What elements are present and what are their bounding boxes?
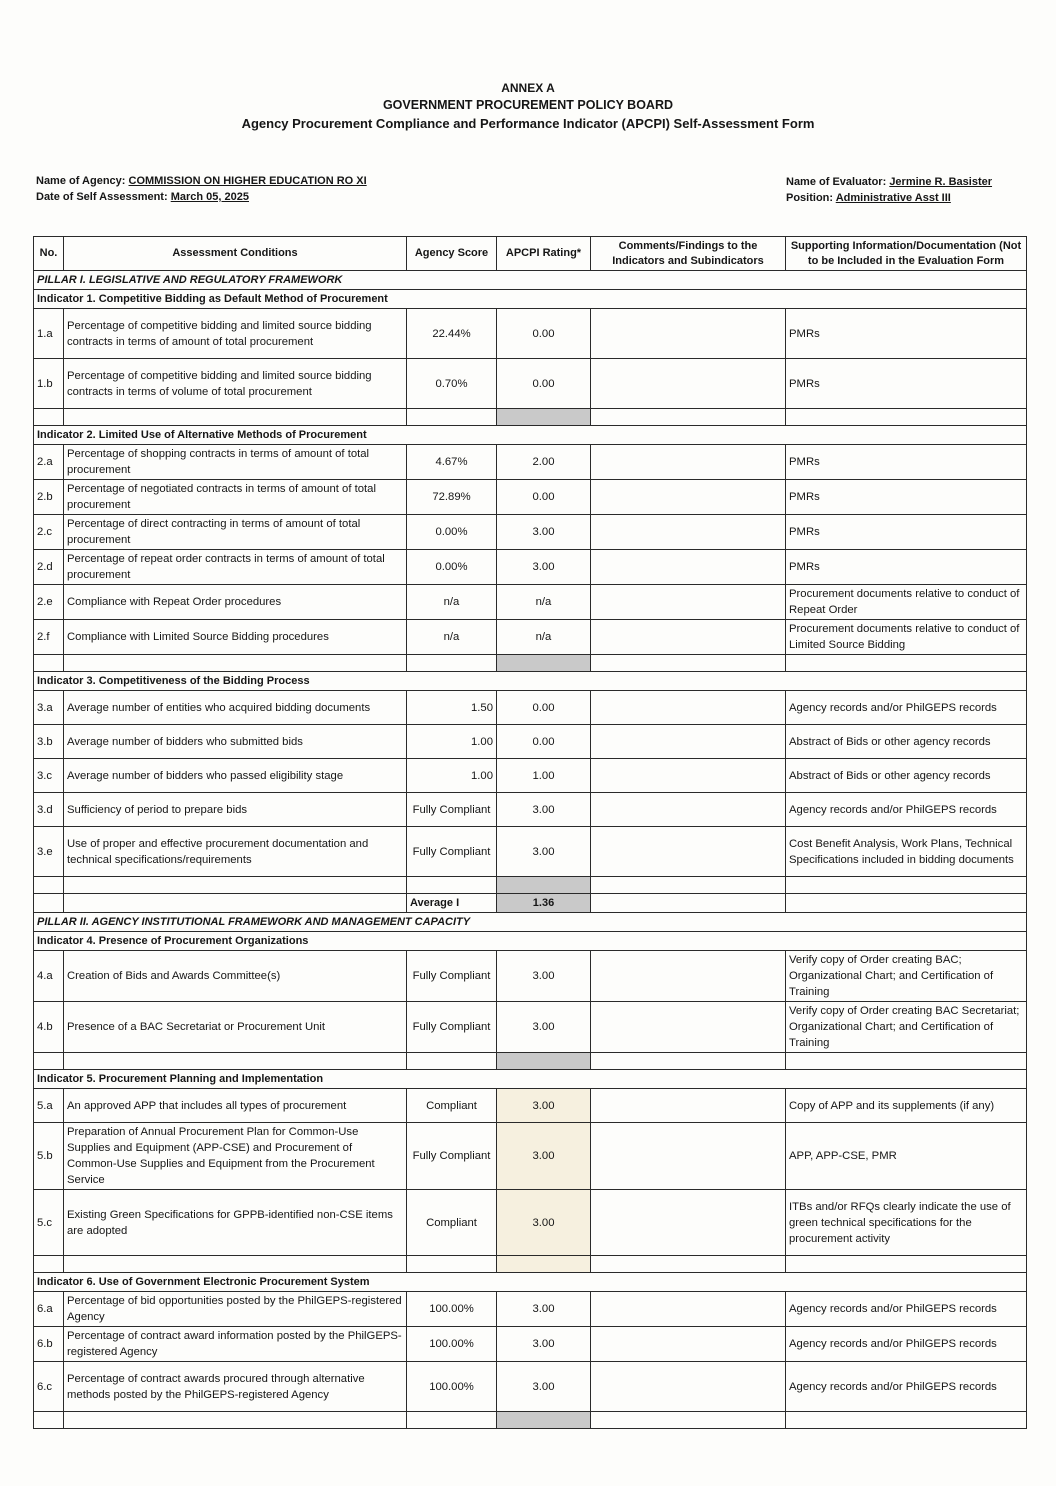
evaluator-info [786,174,992,206]
support-doc: Verify copy of Order creating BAC Secretariat; Organizational Chart; and Certification of Training [786,1002,1027,1053]
apcpi-rating: 3.00 [497,515,591,550]
assessment-table [33,236,1027,1429]
subtotal-row [34,655,1027,672]
support-doc: ITBs and/or RFQs clearly indicate the use of green technical specifications for the procurement activity [786,1190,1027,1256]
indicator-row [34,1070,1027,1089]
support-doc: PMRs [786,480,1027,515]
agency-info [36,173,367,205]
apcpi-rating: 3.00 [497,1327,591,1362]
table-row [34,620,1027,655]
row-no: 5.c [34,1190,64,1256]
comments-cell [591,445,786,480]
row-no: 2.d [34,550,64,585]
row-condition: An approved APP that includes all types of procurement [64,1089,407,1123]
comments-cell [591,1292,786,1327]
comments-cell [591,725,786,759]
row-no: 3.e [34,827,64,877]
support-doc: PMRs [786,515,1027,550]
col-no: No. [34,237,64,271]
comments-cell [591,515,786,550]
support-doc: Agency records and/or PhilGEPS records [786,1327,1027,1362]
agency-score: Fully Compliant [407,951,497,1002]
agency-score: 1.50 [407,691,497,725]
table-row [34,793,1027,827]
row-no: 3.c [34,759,64,793]
comments-cell [591,759,786,793]
table-row [34,1123,1027,1190]
row-no: 4.b [34,1002,64,1053]
table-row [34,359,1027,409]
subtotal-rating-cell [497,1412,591,1429]
row-condition: Presence of a BAC Secretariat or Procurement Unit [64,1002,407,1053]
subtotal-row [34,877,1027,894]
evaluator-position: Administrative Asst III [835,192,951,204]
indicator-row [34,290,1027,309]
annex-label: ANNEX A [501,81,555,95]
apcpi-rating: 3.00 [497,827,591,877]
row-no: 2.b [34,480,64,515]
date-label: Date of Self Assessment: [36,191,168,203]
row-condition: Percentage of competitive bidding and limited source bidding contracts in terms of volume of total procurement [64,359,407,409]
col-score: Agency Score [407,237,497,271]
support-doc: Abstract of Bids or other agency records [786,759,1027,793]
apcpi-rating: n/a [497,620,591,655]
apcpi-rating: 1.00 [497,759,591,793]
table-row [34,1292,1027,1327]
indicator-row [34,1273,1027,1292]
row-no: 2.e [34,585,64,620]
apcpi-rating: 3.00 [497,1190,591,1256]
row-no: 6.a [34,1292,64,1327]
row-condition: Compliance with Repeat Order procedures [64,585,407,620]
apcpi-rating: 3.00 [497,793,591,827]
apcpi-rating: 0.00 [497,309,591,359]
table-row [34,951,1027,1002]
pillar-row [34,271,1027,290]
table-row [34,445,1027,480]
row-no: 2.f [34,620,64,655]
average-value: 1.36 [497,894,591,913]
comments-cell [591,691,786,725]
subtotal-rating-cell [497,877,591,894]
table-row [34,691,1027,725]
apcpi-rating: 0.00 [497,359,591,409]
evaluator-label: Name of Evaluator: [786,176,887,188]
support-doc: PMRs [786,550,1027,585]
row-no: 5.b [34,1123,64,1190]
row-no: 1.a [34,309,64,359]
agency-score: Fully Compliant [407,1123,497,1190]
support-doc: PMRs [786,359,1027,409]
agency-score: Compliant [407,1089,497,1123]
row-condition: Percentage of bid opportunities posted by the PhilGEPS-registered Agency [64,1292,407,1327]
row-condition: Compliance with Limited Source Bidding procedures [64,620,407,655]
agency-label: Name of Agency: [36,175,126,187]
table-row [34,1002,1027,1053]
form-title: Agency Procurement Compliance and Performance Indicator (APCPI) Self-Assessment Form [241,116,815,131]
support-doc: Verify copy of Order creating BAC; Organizational Chart; and Certification of Training [786,951,1027,1002]
form-header [0,80,1056,134]
agency-score: Compliant [407,1190,497,1256]
comments-cell [591,585,786,620]
row-no: 6.b [34,1327,64,1362]
row-no: 2.c [34,515,64,550]
support-doc: Agency records and/or PhilGEPS records [786,793,1027,827]
indicator-title: Indicator 1. Competitive Bidding as Default Method of Procurement [34,290,1027,309]
row-no: 5.a [34,1089,64,1123]
agency-score: n/a [407,585,497,620]
apcpi-rating: 3.00 [497,1362,591,1412]
apcpi-rating: 3.00 [497,1123,591,1190]
table-header-row [34,237,1027,271]
row-condition: Preparation of Annual Procurement Plan for Common-Use Supplies and Equipment (APP-CSE) and Procurement of Common-Use Supplies and Equipment from the Procurement Service [64,1123,407,1190]
row-condition: Creation of Bids and Awards Committee(s) [64,951,407,1002]
col-rating: APCPI Rating* [497,237,591,271]
table-row [34,585,1027,620]
comments-cell [591,309,786,359]
agency-score: 100.00% [407,1327,497,1362]
agency-score: 4.67% [407,445,497,480]
support-doc: PMRs [786,309,1027,359]
row-condition: Percentage of contract award information posted by the PhilGEPS-registered Agency [64,1327,407,1362]
row-condition: Sufficiency of period to prepare bids [64,793,407,827]
agency-name: COMMISSION ON HIGHER EDUCATION RO XI [128,175,367,187]
row-condition: Existing Green Specifications for GPPB-identified non-CSE items are adopted [64,1190,407,1256]
apcpi-rating: 3.00 [497,951,591,1002]
agency-score: 0.70% [407,359,497,409]
col-conditions: Assessment Conditions [64,237,407,271]
support-doc: PMRs [786,445,1027,480]
comments-cell [591,550,786,585]
row-no: 3.a [34,691,64,725]
indicator-title: Indicator 6. Use of Government Electronic Procurement System [34,1273,1027,1292]
comments-cell [591,1362,786,1412]
row-no: 4.a [34,951,64,1002]
support-doc: Agency records and/or PhilGEPS records [786,1292,1027,1327]
agency-score: 72.89% [407,480,497,515]
support-doc: Agency records and/or PhilGEPS records [786,691,1027,725]
evaluator-name: Jermine R. Basister [889,176,993,188]
row-no: 6.c [34,1362,64,1412]
comments-cell [591,1002,786,1053]
row-condition: Average number of bidders who passed eligibility stage [64,759,407,793]
pillar-row [34,913,1027,932]
assessment-date: March 05, 2025 [170,191,249,203]
agency-score: 1.00 [407,759,497,793]
indicator-title: Indicator 2. Limited Use of Alternative Methods of Procurement [34,426,1027,445]
comments-cell [591,359,786,409]
table-row [34,1362,1027,1412]
comments-cell [591,1123,786,1190]
subtotal-row [34,409,1027,426]
table-row [34,480,1027,515]
comments-cell [591,1190,786,1256]
col-support: Supporting Information/Documentation (Not to be Included in the Evaluation Form [786,237,1027,271]
table-row [34,515,1027,550]
row-condition: Percentage of shopping contracts in terms of amount of total procurement [64,445,407,480]
table-row [34,827,1027,877]
table-row [34,309,1027,359]
comments-cell [591,480,786,515]
table-row [34,550,1027,585]
table-row [34,1190,1027,1256]
subtotal-rating-cell [497,655,591,672]
comments-cell [591,793,786,827]
agency-score: Fully Compliant [407,827,497,877]
comments-cell [591,1089,786,1123]
support-doc: Cost Benefit Analysis, Work Plans, Technical Specifications included in bidding documents [786,827,1027,877]
row-condition: Percentage of repeat order contracts in terms of amount of total procurement [64,550,407,585]
apcpi-rating: 3.00 [497,1089,591,1123]
apcpi-rating: 2.00 [497,445,591,480]
comments-cell [591,1327,786,1362]
comments-cell [591,620,786,655]
indicator-row [34,426,1027,445]
apcpi-rating: 0.00 [497,725,591,759]
subtotal-rating-cell [497,1053,591,1070]
comments-cell [591,827,786,877]
agency-score: Fully Compliant [407,1002,497,1053]
support-doc: Copy of APP and its supplements (if any) [786,1089,1027,1123]
indicator-row [34,672,1027,691]
average-row [34,894,1027,913]
row-condition: Average number of entities who acquired bidding documents [64,691,407,725]
table-row [34,759,1027,793]
subtotal-row [34,1053,1027,1070]
apcpi-rating: 0.00 [497,480,591,515]
pillar-title: PILLAR I. LEGISLATIVE AND REGULATORY FRAMEWORK [34,271,1027,290]
apcpi-rating: 3.00 [497,550,591,585]
agency-score: 22.44% [407,309,497,359]
support-doc: Agency records and/or PhilGEPS records [786,1362,1027,1412]
indicator-row [34,932,1027,951]
agency-score: 0.00% [407,515,497,550]
row-no: 3.d [34,793,64,827]
row-no: 1.b [34,359,64,409]
subtotal-rating-cell [497,1256,591,1273]
table-row [34,725,1027,759]
agency-score: 1.00 [407,725,497,759]
apcpi-rating: 3.00 [497,1292,591,1327]
subtotal-rating-cell [497,409,591,426]
subtotal-row [34,1256,1027,1273]
row-no: 2.a [34,445,64,480]
support-doc: APP, APP-CSE, PMR [786,1123,1027,1190]
agency-score: Fully Compliant [407,793,497,827]
agency-score: 100.00% [407,1292,497,1327]
pillar-title: PILLAR II. AGENCY INSTITUTIONAL FRAMEWORK AND MANAGEMENT CAPACITY [34,913,1027,932]
position-label: Position: [786,192,834,204]
apcpi-rating: 3.00 [497,1002,591,1053]
subtotal-row [34,1412,1027,1429]
average-label: Average I [407,894,497,913]
indicator-title: Indicator 5. Procurement Planning and Implementation [34,1070,1027,1089]
support-doc: Abstract of Bids or other agency records [786,725,1027,759]
comments-cell [591,951,786,1002]
agency-score: 0.00% [407,550,497,585]
indicator-title: Indicator 3. Competitiveness of the Bidding Process [34,672,1027,691]
apcpi-rating: n/a [497,585,591,620]
support-doc: Procurement documents relative to conduct of Repeat Order [786,585,1027,620]
apcpi-rating: 0.00 [497,691,591,725]
row-condition: Use of proper and effective procurement documentation and technical specifications/requirements [64,827,407,877]
row-condition: Percentage of contract awards procured through alternative methods posted by the PhilGEPS-registered Agency [64,1362,407,1412]
agency-score: n/a [407,620,497,655]
row-condition: Average number of bidders who submitted bids [64,725,407,759]
row-condition: Percentage of direct contracting in terms of amount of total procurement [64,515,407,550]
table-row [34,1327,1027,1362]
agency-score: 100.00% [407,1362,497,1412]
row-condition: Percentage of negotiated contracts in terms of amount of total procurement [64,480,407,515]
row-condition: Percentage of competitive bidding and limited source bidding contracts in terms of amount of total procurement [64,309,407,359]
support-doc: Procurement documents relative to conduct of Limited Source Bidding [786,620,1027,655]
board-name: GOVERNMENT PROCUREMENT POLICY BOARD [382,98,674,112]
indicator-title: Indicator 4. Presence of Procurement Organizations [34,932,1027,951]
table-row [34,1089,1027,1123]
col-comments: Comments/Findings to the Indicators and Subindicators [591,237,786,271]
row-no: 3.b [34,725,64,759]
